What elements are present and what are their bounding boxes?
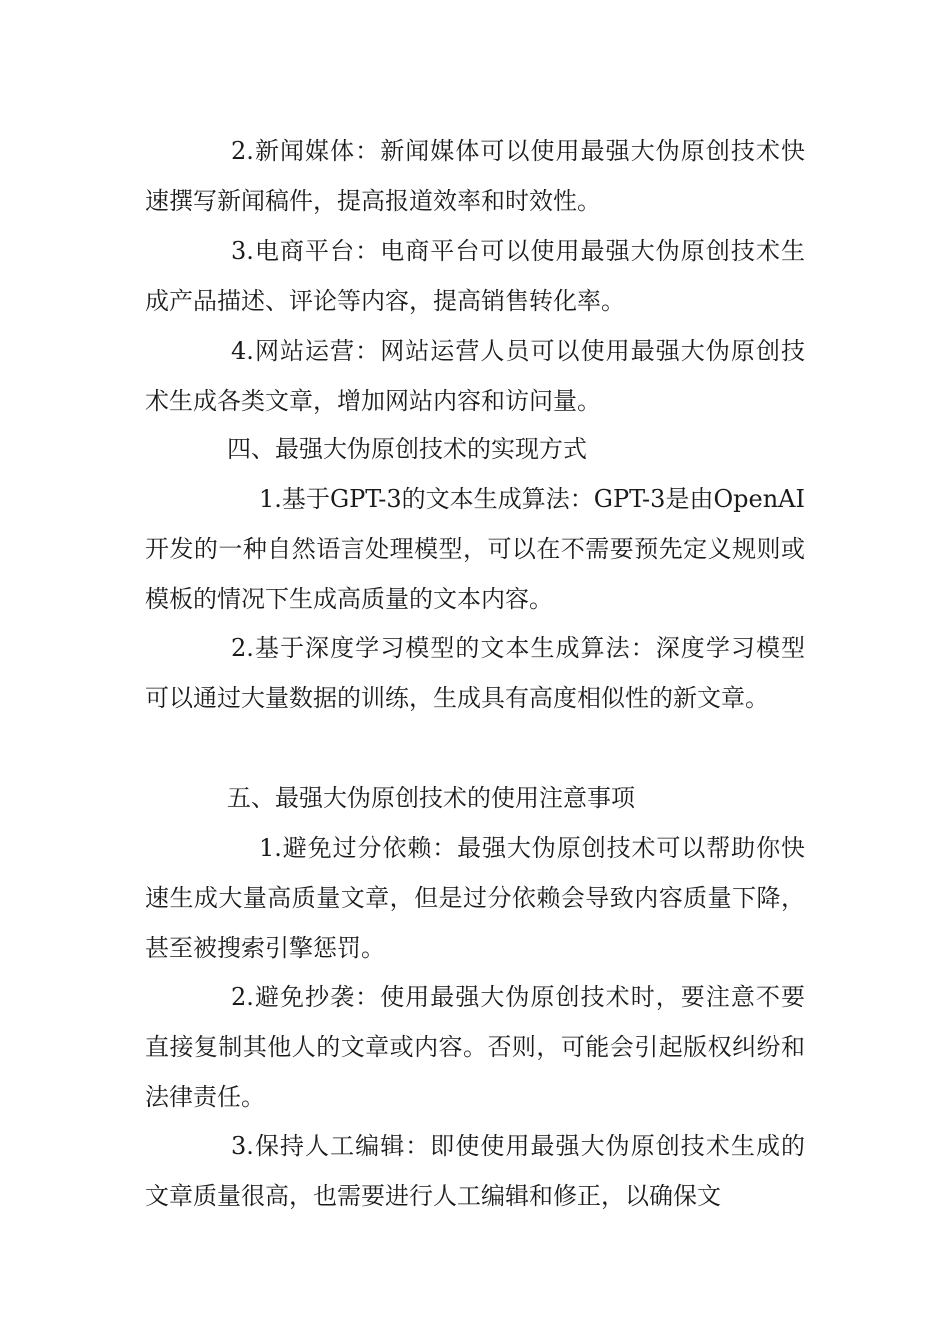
paragraph-news-media: 2.新闻媒体：新闻媒体可以使用最强大伪原创技术快速撰写新闻稿件，提高报道效率和时效性。	[145, 137, 805, 215]
paragraph-ecommerce: 3.电商平台：电商平台可以使用最强大伪原创技术生成产品描述、评论等内容，提高销售转化率。	[145, 237, 805, 315]
paragraph-website-operation: 4.网站运营：网站运营人员可以使用最强大伪原创技术生成各类文章，增加网站内容和访问量。	[145, 337, 805, 415]
section-heading-implementation: 四、最强大伪原创技术的实现方式	[227, 435, 587, 463]
paragraph-deep-learning-algorithm: 2.基于深度学习模型的文本生成算法：深度学习模型可以通过大量数据的训练，生成具有高度相似性的新文章。	[145, 634, 805, 712]
paragraph-gpt3-algorithm: 1.基于GPT-3的文本生成算法：GPT-3是由OpenAI开发的一种自然语言处理模型，可以在不需要预先定义规则或模板的情况下生成高质量的文本内容。	[145, 485, 805, 613]
paragraph-avoid-overreliance: 1.避免过分依赖：最强大伪原创技术可以帮助你快速生成大量高质量文章，但是过分依赖会导致内容质量下降，甚至被搜索引擎惩罚。	[145, 834, 805, 962]
section-heading-precautions: 五、最强大伪原创技术的使用注意事项	[227, 784, 635, 812]
paragraph-avoid-plagiarism: 2.避免抄袭：使用最强大伪原创技术时，要注意不要直接复制其他人的文章或内容。否则，可能会引起版权纠纷和法律责任。	[145, 983, 805, 1111]
paragraph-manual-editing: 3.保持人工编辑：即使使用最强大伪原创技术生成的文章质量很高，也需要进行人工编辑和修正，以确保文	[145, 1132, 805, 1210]
